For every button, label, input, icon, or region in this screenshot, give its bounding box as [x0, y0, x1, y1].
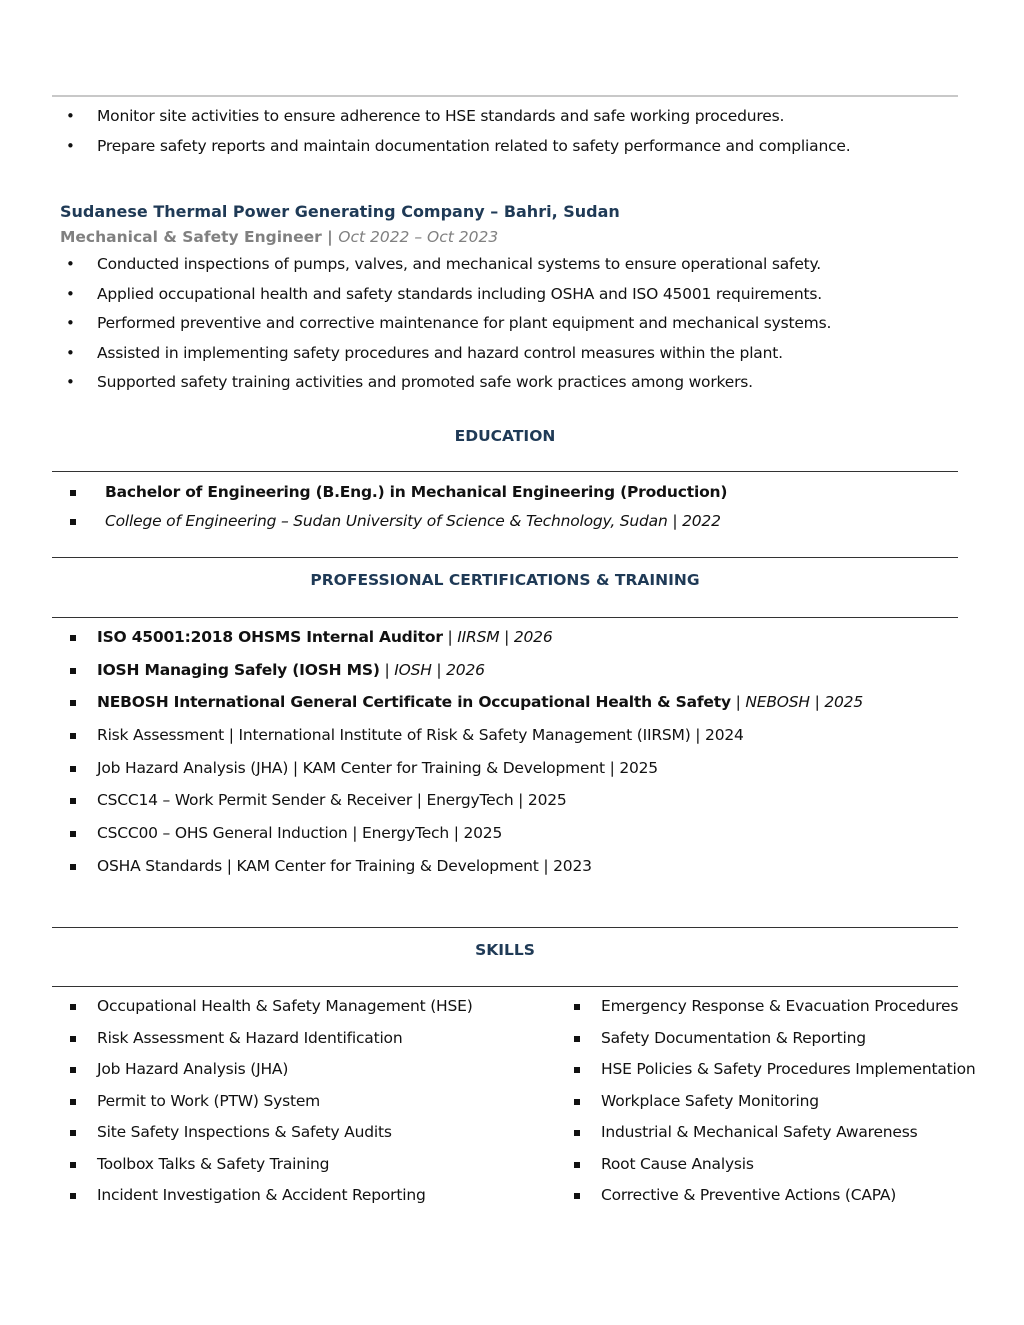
skills-heading: SKILLS	[475, 941, 535, 959]
bullet-icon	[574, 1067, 580, 1073]
bullet-icon	[70, 864, 76, 870]
bullet-icon	[574, 1130, 580, 1136]
company-name: Sudanese Thermal Power Generating Company – Bahri, Sudan	[60, 202, 620, 221]
bullet-icon	[70, 831, 76, 837]
cert-name: IOSH Managing Safely (IOSH MS)	[97, 660, 380, 679]
list-item-text: Applied occupational health and safety standards including OSHA and ISO 45001 requirements.	[97, 284, 822, 303]
list-item-text: CSCC00 – OHS General Induction | EnergyTech | 2025	[97, 824, 503, 843]
bullet-icon	[70, 519, 76, 525]
cert-issuer: | IIRSM | 2026	[442, 628, 553, 646]
job-dates: Oct 2022 – Oct 2023	[338, 228, 499, 246]
bullet-icon	[70, 668, 76, 674]
divider	[52, 557, 958, 558]
bullet-icon	[574, 1193, 580, 1199]
list-item-text: HSE Policies & Safety Procedures Implementation	[601, 1060, 976, 1078]
list-item-text: Site Safety Inspections & Safety Audits	[97, 1123, 392, 1141]
bullet-icon: •	[66, 343, 75, 362]
list-item-text	[97, 693, 863, 711]
list-item-text: Emergency Response & Evacuation Procedures	[601, 997, 959, 1015]
cert-name: NEBOSH International General Certificate in Occupational Health & Safety	[97, 693, 731, 712]
list-item-text: Safety Documentation & Reporting	[601, 1028, 866, 1047]
list-item-text: Permit to Work (PTW) System	[97, 1091, 321, 1110]
job-role	[60, 228, 498, 246]
bullet-icon	[70, 766, 76, 772]
list-item-text: CSCC14 – Work Permit Sender & Receiver | EnergyTech | 2025	[97, 791, 567, 810]
bullet-icon	[70, 1067, 76, 1073]
list-item-text: Industrial & Mechanical Safety Awareness	[601, 1123, 918, 1141]
list-item-text: Assisted in implementing safety procedures and hazard control measures within the plant.	[97, 343, 783, 362]
list-item-text: Toolbox Talks & Safety Training	[97, 1154, 330, 1173]
bullet-icon	[574, 1036, 580, 1042]
separator: |	[327, 228, 333, 246]
bullet-icon	[70, 798, 76, 804]
divider	[52, 986, 958, 987]
list-item-text	[97, 628, 553, 646]
bullet-icon	[70, 1193, 76, 1199]
cert-name: ISO 45001:2018 OHSMS Internal Auditor	[97, 628, 443, 646]
list-item-text: Risk Assessment & Hazard Identification	[97, 1028, 403, 1047]
list-item-text: Occupational Health & Safety Management (HSE)	[97, 997, 473, 1015]
divider	[52, 471, 958, 472]
bullet-icon	[70, 1036, 76, 1042]
list-item-text: Conducted inspections of pumps, valves, and mechanical systems to ensure operational safety.	[97, 255, 822, 273]
list-item-text: Job Hazard Analysis (JHA)	[97, 1060, 289, 1078]
list-item-text: Workplace Safety Monitoring	[601, 1091, 819, 1110]
divider	[52, 95, 958, 97]
bullet-icon	[70, 733, 76, 739]
bullet-icon	[70, 1130, 76, 1136]
list-item-text: Risk Assessment | International Institute of Risk & Safety Management (IIRSM) | 2024	[97, 726, 744, 744]
bullet-icon: •	[66, 255, 75, 273]
bullet-icon: •	[66, 284, 75, 303]
cert-issuer: | NEBOSH | 2025	[730, 693, 863, 712]
bullet-icon	[574, 1162, 580, 1168]
bullet-icon	[574, 1099, 580, 1105]
divider	[52, 927, 958, 928]
divider	[52, 617, 958, 618]
list-item-text: Supported safety training activities and promoted safe work practices among workers.	[97, 373, 753, 391]
list-item-text: Performed preventive and corrective maintenance for plant equipment and mechanical systems.	[97, 314, 832, 332]
bullet-icon	[70, 1099, 76, 1105]
bullet-icon	[70, 490, 76, 496]
bullet-icon: •	[66, 137, 75, 155]
bullet-icon: •	[66, 314, 75, 332]
list-item-text: Incident Investigation & Accident Reporting	[97, 1186, 426, 1204]
cert-issuer: | IOSH | 2026	[379, 660, 485, 679]
bullet-icon	[70, 1162, 76, 1168]
list-item-text: Prepare safety reports and maintain documentation related to safety performance and compliance.	[97, 137, 851, 155]
list-item-text: Monitor site activities to ensure adherence to HSE standards and safe working procedures.	[97, 107, 785, 125]
role-title: Mechanical & Safety Engineer	[60, 228, 322, 246]
list-item-text: Job Hazard Analysis (JHA) | KAM Center for Training & Development | 2025	[97, 758, 658, 777]
bullet-icon	[574, 1004, 580, 1010]
bullet-icon	[70, 1004, 76, 1010]
list-item-text: OSHA Standards | KAM Center for Training & Development | 2023	[97, 856, 592, 875]
bullet-icon: •	[66, 107, 75, 125]
list-item-text: Corrective & Preventive Actions (CAPA)	[601, 1186, 897, 1204]
bullet-icon: •	[66, 373, 75, 391]
education-heading: EDUCATION	[454, 427, 556, 445]
bullet-icon	[70, 635, 76, 641]
list-item-text: Root Cause Analysis	[601, 1154, 754, 1173]
certifications-heading: PROFESSIONAL CERTIFICATIONS & TRAINING	[310, 571, 700, 589]
list-item-text	[97, 661, 485, 679]
bullet-icon	[70, 700, 76, 706]
